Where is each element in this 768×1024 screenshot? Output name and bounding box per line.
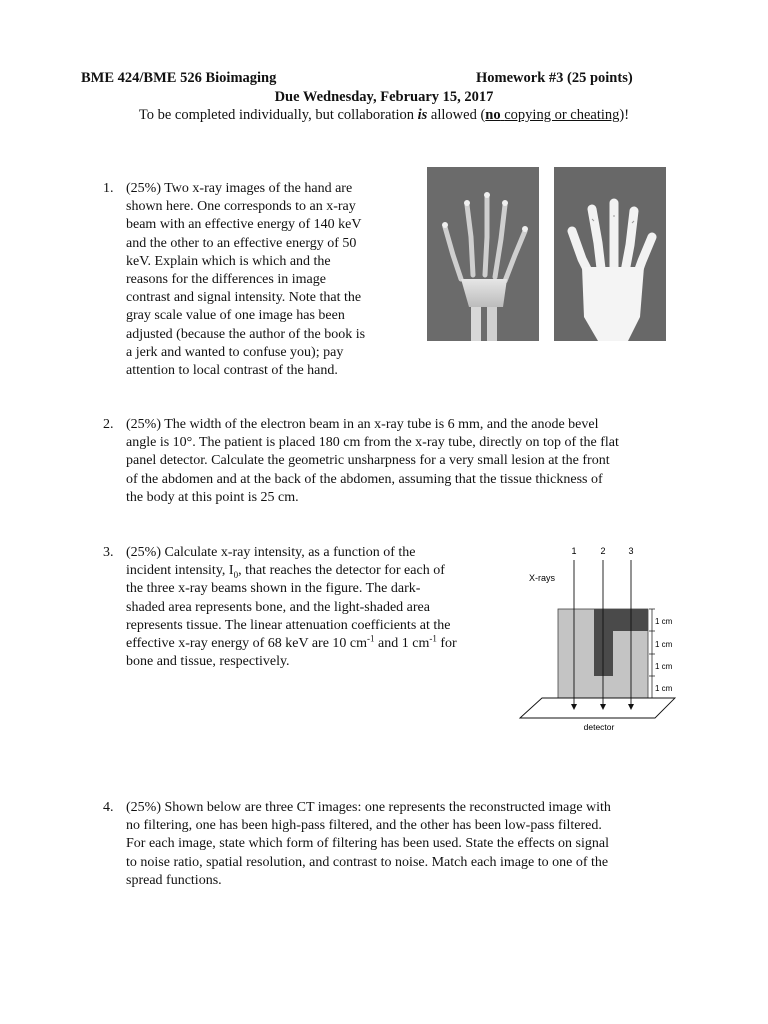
beam-label-2: 2: [600, 546, 606, 556]
due-date: Due Wednesday, February 15, 2017: [274, 89, 494, 105]
dim-label: 1 cm: [655, 640, 673, 649]
dim-label: 1 cm: [655, 617, 673, 626]
question-4: 4. (25%) Shown below are three CT images: one represents the reconstructed image with no filtering, one has been high-pass filtered, and the other has been low-pass filtered. For each image, state which form of filtering has been used. State the effects on signal to noise ratio, spatial resolution, and contrast to noise. Match each image to one of the spread functions.: [103, 800, 611, 888]
xray-hand-image-1: [427, 167, 539, 341]
emphasis-no: no: [485, 107, 501, 123]
question-number: 2.: [103, 417, 114, 432]
beam-label-3: 3: [628, 546, 634, 556]
detector-plane: [520, 698, 675, 718]
question-1: 1. (25%) Two x-ray images of the hand are shown here. One corresponds to an x-ray beam with an effective energy of 140 keV and the other to an effective energy of 50 keV. Explain which is which and the reasons for the differences in image contrast and signal intensity. Note that the gray scale value of one image has been adjusted (because the author of the book is a jerk and wanted to confuse you); pay attention to local contrast of the hand.: [103, 181, 366, 379]
dim-label: 1 cm: [655, 684, 673, 693]
attenuation-diagram: [515, 540, 695, 735]
question-2: 2. (25%) The width of the electron beam in an x-ray tube is 6 mm, and the anode bevel angle is 10°. The patient is placed 180 cm from the x-ray tube, directly on top of the flat panel detector. Calculate the geometric unsharpness for a very small lesion at the front of the abdomen and at the back of the abdomen, assuming that the tissue thickness of the body at this point is 25 cm.: [103, 417, 619, 505]
assignment-title: Homework #3 (25 points): [476, 70, 633, 86]
course-title: BME 424/BME 526 Bioimaging: [81, 70, 277, 86]
xrays-label: X-rays: [529, 573, 556, 583]
xray-hand-image-2: [554, 167, 666, 341]
question-3: 3. (25%) Calculate x-ray intensity, as a function of the incident intensity, $I_0$, that reaches the detector for each of the three x-ray beams shown in the figure. The dark- shaded area represents bone, and the light-shaded area represents tissue. The linear attenuation coefficients at the effective x-ray energy of 68 keV are 10 $cm^{-1}$ and 1 $cm^{-1}$ for bone and tissue, respectively.: [103, 545, 457, 670]
detector-label: detector: [583, 722, 615, 732]
beam-label-1: 1: [571, 546, 577, 556]
question-number: 4.: [103, 800, 114, 815]
instructions: To be completed individually, but collaboration is allowed (no copying or cheating)!: [138, 107, 630, 123]
question-number: 1.: [103, 181, 114, 196]
question-number: 3.: [103, 545, 114, 560]
emphasis-is: is: [417, 107, 428, 123]
dim-label: 1 cm: [655, 662, 673, 671]
